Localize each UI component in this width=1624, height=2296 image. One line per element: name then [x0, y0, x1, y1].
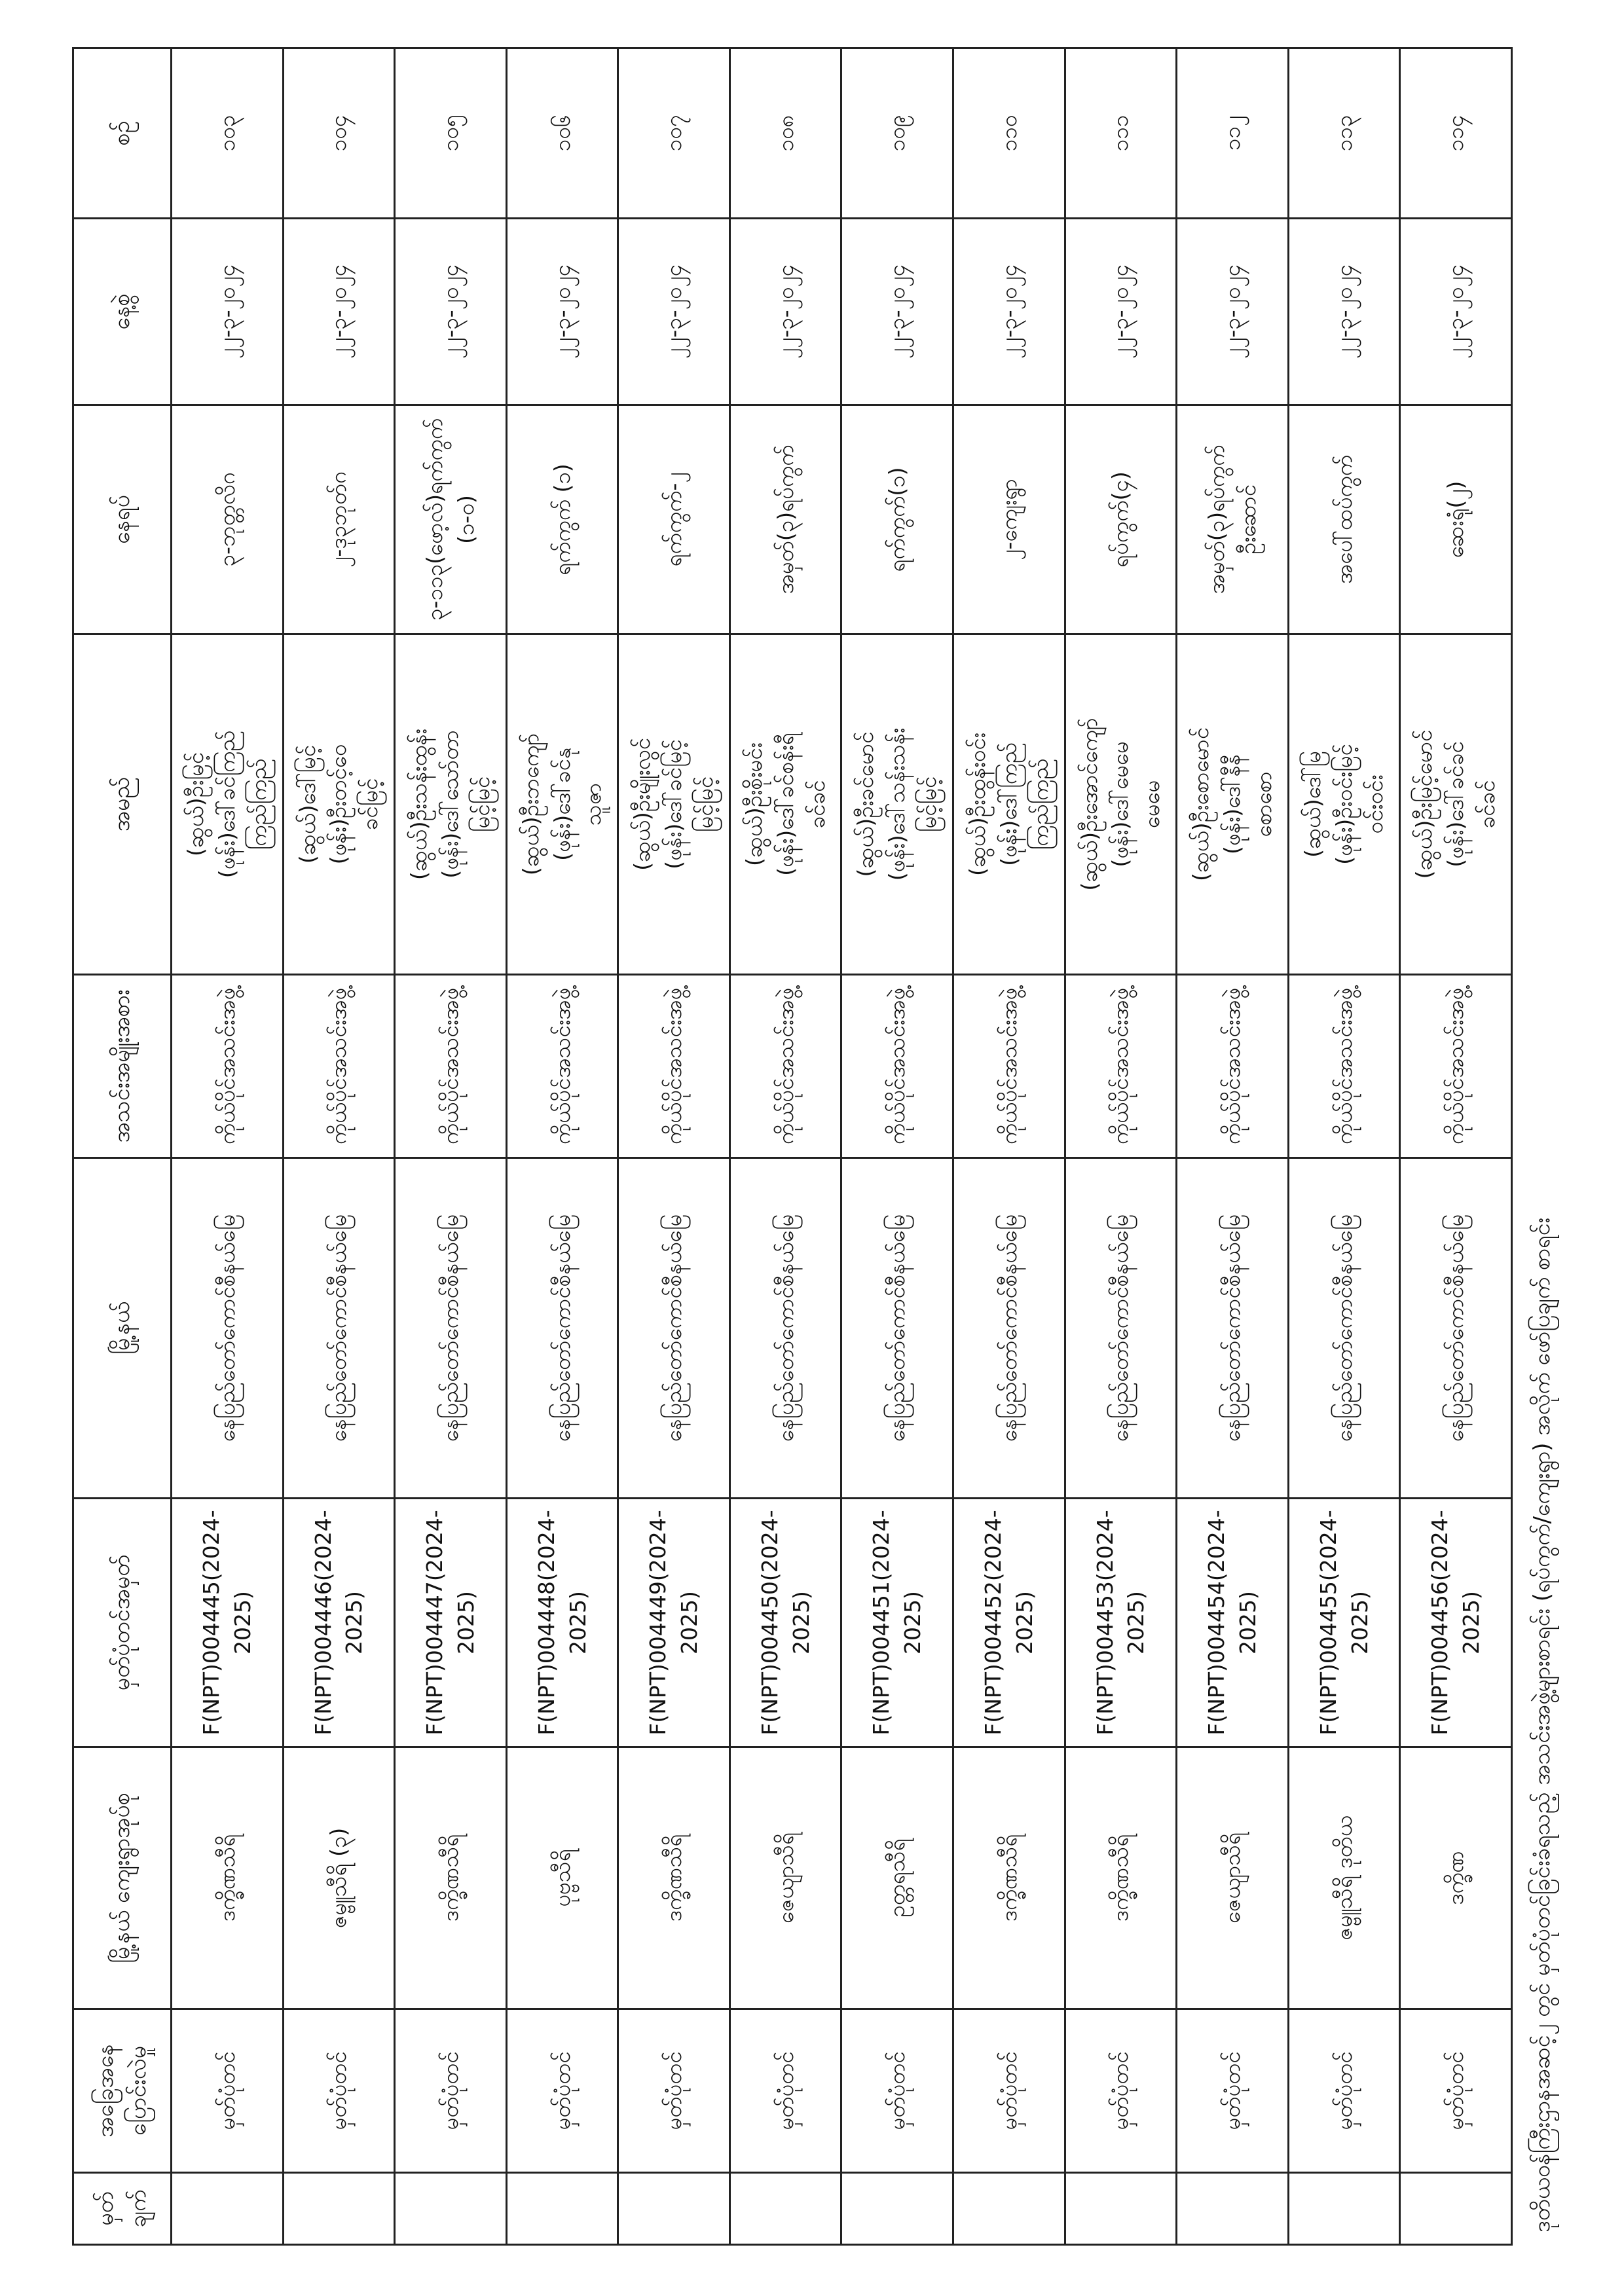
cell-no: ၁၁၀ — [953, 48, 1065, 219]
cell-type: ကိုယ်ပိုင်အသင်းအဖွဲ့ — [172, 975, 284, 1158]
cell-no: ၁၀၅ — [395, 48, 507, 219]
cell-reg-no: F(NPT)004455(2024-2025) — [1288, 1499, 1400, 1747]
cell-no: ၁၀၆ — [506, 48, 618, 219]
cell-address: ၂-ဒု၃ဘုတ်ဂ — [283, 405, 395, 634]
name-line: (ဆွယ်)ဦးအောင်ကျော် — [1076, 718, 1102, 891]
cell-address: ရက်ကွက်(၁) — [841, 405, 953, 634]
name-line: (ဖုန်း)ဒေါ်ကြည် — [995, 742, 1022, 866]
cell-reg-no: F(NPT)004449(2024-2025) — [618, 1499, 730, 1747]
cell-status: မှတ်ပုံတင် — [618, 2009, 730, 2173]
cell-name — [618, 634, 730, 975]
name-line: (ဆွယ်)ဒေါ်မြ — [1299, 751, 1325, 858]
name-line: (ဆွယ်)ဦးစိုးမင်း — [741, 742, 767, 866]
name-line: သူဇာ — [580, 782, 606, 826]
table-row — [729, 48, 841, 2245]
name-line: မေမေ — [1139, 780, 1165, 829]
cell-name — [395, 634, 507, 975]
table-row — [953, 48, 1065, 2245]
cell-address: ရပ်ကွက်(၄) — [1065, 405, 1177, 634]
register-table — [72, 47, 1513, 2246]
name-line: (ဖုန်း)ဦးဝင်းမြင့် — [1331, 744, 1357, 865]
cell-remark — [1177, 2173, 1289, 2245]
name-line: (ဖုန်း)ဒေါ်နီနီ — [1219, 754, 1246, 854]
header-township: မြို့နယ် ကျေးရွာအုပ်စု — [73, 1747, 172, 2009]
cell-no: ၁၀၄ — [283, 48, 395, 219]
cell-date: ၂၂-၃-၂၀၂၄ — [395, 219, 507, 405]
cell-no: ၁၁၁ — [1065, 48, 1177, 219]
table-row — [1177, 48, 1289, 2245]
cell-status: မှတ်ပုံတင် — [1400, 2009, 1512, 2173]
cell-no: ၁၀၈ — [729, 48, 841, 219]
name-line: ကြည်ကြည် — [245, 758, 271, 850]
table-row — [395, 48, 507, 2245]
cell-region: နေပြည်တော်ကောင်စီနယ်မြေ — [172, 1158, 284, 1499]
name-line: (ဆွယ်)ဒေါ်မြင့် — [294, 744, 320, 864]
cell-reg-no: F(NPT)004446(2024-2025) — [283, 1499, 395, 1747]
cell-type: ကိုယ်ပိုင်အသင်းအဖွဲ့ — [1400, 975, 1512, 1158]
header-address: နေရပ် — [73, 405, 172, 634]
cell-address: အမှတ်(၃)ရပ်ကွက် ဦးဆောင် — [1177, 405, 1289, 634]
cell-type: ကိုယ်ပိုင်အသင်းအဖွဲ့ — [729, 975, 841, 1158]
name-line: (ဖုန်း)ဒေါ်ခင်ကြည် — [213, 730, 240, 879]
cell-name — [283, 634, 395, 975]
cell-remark — [1288, 2173, 1400, 2245]
name-line: (ဖုန်း)ဒေါ်သော်တာ — [437, 730, 464, 879]
cell-address: ၃-ဘုတ္တလိဂ — [172, 405, 284, 634]
header-date: နေ့စွဲ — [73, 219, 172, 405]
cell-reg-no: F(NPT)004454(2024-2025) — [1177, 1499, 1289, 1747]
cell-township: ပုဗ္ဗသီရိ — [506, 1747, 618, 2009]
name-line: မြင့်မြင့် — [692, 776, 718, 833]
cell-township: ဇမ္ဗူသီရိ (၃) — [283, 1747, 395, 2009]
document-caption: ဒုတိယဝန်ကြီးဌာနအဆင့်၂ တွင် မှတ်ပုံတင်ခြင်းခံရသည့် အသင်းအဖွဲ့များစာရင်း (ရပ်ကွက်/ကျေးရွာ) အလိုက် ဖော်ပြချက် စာရင်း — [1529, 1217, 1555, 2232]
cell-township: ဇေယျာသီရိ — [729, 1747, 841, 2009]
cell-reg-no: F(NPT)004456(2024-2025) — [1400, 1499, 1512, 1747]
table-row — [841, 48, 953, 2245]
cell-township: ဒက္ခိဏသီရိ — [618, 1747, 730, 2009]
name-line: (ဖုန်း)ဒေါ်ခင်နု — [549, 748, 575, 861]
cell-name — [1400, 634, 1512, 975]
cell-no: ၁၁၄ — [1400, 48, 1512, 219]
table-row — [506, 48, 618, 2245]
cell-date: ၂၂-၃-၂၀၂၄ — [283, 219, 395, 405]
cell-status: မှတ်ပုံတင် — [506, 2009, 618, 2173]
header-row — [73, 48, 172, 2245]
table-row — [618, 48, 730, 2245]
cell-region: နေပြည်တော်ကောင်စီနယ်မြေ — [1177, 1158, 1289, 1499]
header-reg-no: မှတ်ပုံတင်အမှတ် — [73, 1499, 172, 1747]
name-line: (ဖုန်း)ဒေါ်သန်းသန်း — [884, 727, 910, 881]
header-status: အခြေအနေ ပြောင်းလဲမှု — [73, 2009, 172, 2173]
cell-name — [729, 634, 841, 975]
cell-region: နေပြည်တော်ကောင်စီနယ်မြေ — [1400, 1158, 1512, 1499]
cell-type: ကိုယ်ပိုင်အသင်းအဖွဲ့ — [395, 975, 507, 1158]
cell-remark — [172, 2173, 284, 2245]
cell-no: ၁၁၃ — [1288, 48, 1400, 219]
cell-reg-no: F(NPT)004447(2024-2025) — [395, 1499, 507, 1747]
cell-remark — [395, 2173, 507, 2245]
cell-type: ကိုယ်ပိုင်အသင်းအဖွဲ့ — [506, 975, 618, 1158]
cell-type: ကိုယ်ပိုင်အသင်းအဖွဲ့ — [953, 975, 1065, 1158]
cell-region: နေပြည်တော်ကောင်စီနယ်မြေ — [953, 1158, 1065, 1499]
name-line: (ဖုန်း)ဒေါ်မေမေ — [1107, 741, 1134, 867]
cell-township: ဒက္ခိဏသီရိ — [953, 1747, 1065, 2009]
cell-remark — [1065, 2173, 1177, 2245]
cell-date: ၂၂-၃-၂၀၂၄ — [1177, 219, 1289, 405]
cell-township: ဒက္ခိဏသီရိ — [172, 1747, 284, 2009]
cell-reg-no: F(NPT)004453(2024-2025) — [1065, 1499, 1177, 1747]
cell-date: ၂၂-၃-၂၀၂၄ — [953, 219, 1065, 405]
cell-region: နေပြည်တော်ကောင်စီနယ်မြေ — [1288, 1158, 1400, 1499]
cell-region: နေပြည်တော်ကောင်စီနယ်မြေ — [618, 1158, 730, 1499]
cell-date: ၂၂-၃-၂၀၂၄ — [1400, 219, 1512, 405]
cell-no: ၁၀၉ — [841, 48, 953, 219]
cell-reg-no: F(NPT)004450(2024-2025) — [729, 1499, 841, 1747]
cell-no: ၁၀၃ — [172, 48, 284, 219]
header-no: စဉ် — [73, 48, 172, 219]
name-line: ဝင်းဝင်း — [1362, 774, 1388, 834]
cell-name — [1065, 634, 1177, 975]
cell-status: မှတ်ပုံတင် — [172, 2009, 284, 2173]
name-line: (ဆွယ်)ဦးသန်းထွန်း — [406, 728, 432, 881]
header-name: အမည် — [73, 634, 172, 975]
cell-remark — [841, 2173, 953, 2245]
name-line: (ဆွယ်)ဦးမြင့် — [183, 752, 209, 857]
name-line: မြင့်မြင့် — [468, 776, 494, 833]
name-line: ခင်ခင် — [1474, 780, 1500, 829]
table-row — [172, 48, 284, 2245]
cell-region: နေပြည်တော်ကောင်စီနယ်မြေ — [395, 1158, 507, 1499]
cell-status: မှတ်ပုံတင် — [729, 2009, 841, 2173]
cell-name — [953, 634, 1065, 975]
name-line: (ဖုန်း)ဒေါ်ခင်ခင် — [1443, 741, 1469, 867]
name-line: (ဖုန်း)ဦးတင့်ဝေ — [325, 744, 352, 865]
name-line: (ဆွယ်)ဦးမြင့်မောင် — [1411, 729, 1437, 879]
cell-region: နေပြည်တော်ကောင်စီနယ်မြေ — [841, 1158, 953, 1499]
cell-remark — [953, 2173, 1065, 2245]
cell-type: ကိုယ်ပိုင်အသင်းအဖွဲ့ — [1065, 975, 1177, 1158]
cell-type: ကိုယ်ပိုင်အသင်းအဖွဲ့ — [618, 975, 730, 1158]
cell-township: ဒက္ခိဏသီရိ — [1065, 1747, 1177, 2009]
cell-region: နေပြည်တော်ကောင်စီနယ်မြေ — [1065, 1158, 1177, 1499]
cell-address: ဆေးရုံ(၂) — [1400, 405, 1512, 634]
cell-address: ရက်ကွက်-၂ — [618, 405, 730, 634]
cell-date: ၂၂-၃-၂၀၂၄ — [1288, 219, 1400, 405]
cell-region: နေပြည်တော်ကောင်စီနယ်မြေ — [283, 1158, 395, 1499]
table-row — [1065, 48, 1177, 2245]
cell-type: ကိုယ်ပိုင်အသင်းအဖွဲ့ — [1177, 975, 1289, 1158]
cell-region: နေပြည်တော်ကောင်စီနယ်မြေ — [506, 1158, 618, 1499]
cell-address: အမှတ်(၃)ရပ်ကွက် — [729, 405, 841, 634]
table-row — [283, 48, 395, 2245]
name-line: (ဖုန်း)ဒေါ်ခင်မြင့် — [661, 739, 687, 869]
cell-name — [172, 634, 284, 975]
table-row — [1400, 48, 1512, 2245]
cell-date: ၂၂-၃-၂၀၂၄ — [506, 219, 618, 405]
cell-type: ကိုယ်ပိုင်အသင်းအဖွဲ့ — [841, 975, 953, 1158]
cell-remark — [1400, 2173, 1512, 2245]
cell-township: ဒက္ခိဏ — [1400, 1747, 1512, 2009]
name-line: ကြည်ကြည် — [1027, 758, 1053, 850]
cell-address: ၃-၁၁၃(ဖော့လ်)ရက်ကွက် (၁-၀) — [395, 405, 507, 634]
cell-date: ၂၂-၃-၂၀၂၄ — [841, 219, 953, 405]
cell-remark — [506, 2173, 618, 2245]
table-row — [1288, 48, 1400, 2245]
cell-township: ဇမ္ဗူသီရိ ဒုတိယ — [1288, 1747, 1400, 2009]
cell-name — [841, 634, 953, 975]
name-line: (ဆွယ်)ဦးခင်မောင် — [853, 731, 879, 877]
cell-status: မှတ်ပုံတင် — [841, 2009, 953, 2173]
name-line: (ဆွယ်)ဦးထွန်းဝင်း — [965, 733, 991, 876]
header-type: အသင်းအမျိုးအစား — [73, 975, 172, 1158]
name-line: စောစော — [1250, 771, 1276, 837]
cell-township: ဥတ္တရသီရိ — [841, 1747, 953, 2009]
name-line: ခင်မြင့် — [357, 778, 383, 831]
cell-remark — [283, 2173, 395, 2245]
cell-status: မှတ်ပုံတင် — [395, 2009, 507, 2173]
cell-date: ၂၂-၃-၂၀၂၄ — [1065, 219, 1177, 405]
name-line: (ဖုန်း)ဒေါ်ခင်စန်းရီ — [772, 733, 798, 876]
cell-no: ၁၀၇ — [618, 48, 730, 219]
cell-address: ရက်ကွက် (၁) — [506, 405, 618, 634]
rotated-register — [72, 49, 1578, 2246]
header-region: မြို့နယ် — [73, 1158, 172, 1499]
cell-remark — [618, 2173, 730, 2245]
cell-name — [1288, 634, 1400, 975]
name-line: မြင့်မြင့် — [915, 776, 942, 833]
name-line: (ဆွယ်)ဦးစောမောင် — [1188, 727, 1214, 882]
cell-status: မှတ်ပုံတင် — [1177, 2009, 1289, 2173]
cell-name — [506, 634, 618, 975]
cell-type: ကိုယ်ပိုင်အသင်းအဖွဲ့ — [1288, 975, 1400, 1158]
cell-name — [1177, 634, 1289, 975]
header-remark: မှတ် ချက် — [73, 2173, 172, 2245]
cell-township: ဇေယျာသီရိ — [1177, 1747, 1289, 2009]
register-body — [172, 48, 1512, 2245]
cell-region: နေပြည်တော်ကောင်စီနယ်မြေ — [729, 1158, 841, 1499]
cell-status: မှတ်ပုံတင် — [1288, 2009, 1400, 2173]
cell-status: မှတ်ပုံတင် — [1065, 2009, 1177, 2173]
cell-no: ၁၁၂ — [1177, 48, 1289, 219]
cell-type: ကိုယ်ပိုင်အသင်းအဖွဲ့ — [283, 975, 395, 1158]
name-line: (ဆွယ်)ဦးမျိုးလွင် — [629, 738, 655, 871]
cell-reg-no: F(NPT)004452(2024-2025) — [953, 1499, 1065, 1747]
cell-address: အပေါ်ထပ်ကွက် — [1288, 405, 1400, 634]
cell-reg-no: F(NPT)004445(2024-2025) — [172, 1499, 284, 1747]
cell-township: ဒက္ခိဏသီရိ — [395, 1747, 507, 2009]
cell-status: မှတ်ပုံတင် — [953, 2009, 1065, 2173]
cell-address: ၂-ကျေးရွာ — [953, 405, 1065, 634]
cell-reg-no: F(NPT)004448(2024-2025) — [506, 1499, 618, 1747]
cell-reg-no: F(NPT)004451(2024-2025) — [841, 1499, 953, 1747]
name-line: (ဆွယ်)ဦးဘကျော် — [517, 733, 544, 876]
cell-date: ၂၂-၃-၂၀၂၄ — [618, 219, 730, 405]
cell-status: မှတ်ပုံတင် — [283, 2009, 395, 2173]
cell-remark — [729, 2173, 841, 2245]
cell-date: ၂၂-၃-၂၀၂၄ — [729, 219, 841, 405]
cell-date: ၂၂-၃-၂၀၂၄ — [172, 219, 284, 405]
name-line: ခင်ခင် — [803, 780, 830, 829]
